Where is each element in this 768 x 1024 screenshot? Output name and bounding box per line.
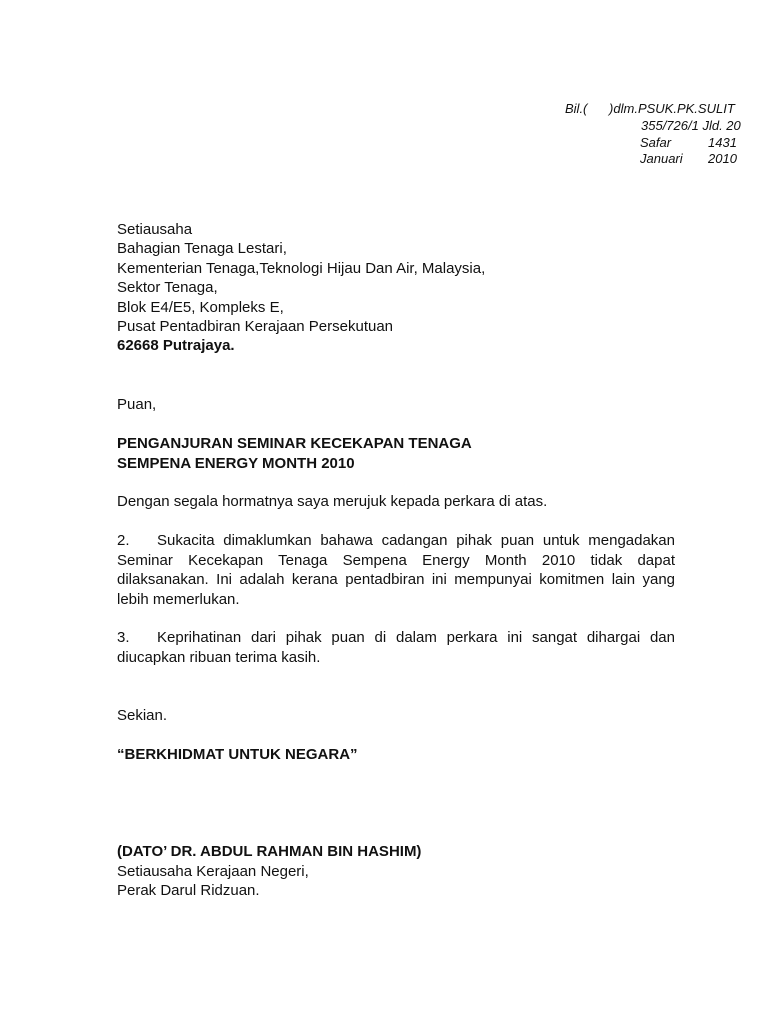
paragraph-text: Sukacita dimaklumkan bahawa cadangan pihak puan untuk mengadakan Seminar Kecekapan Tenaga Sempena Energy Month 2010 tidak dapat dilaksanakan. Ini adalah kerana pentadbiran ini mempunyai komitmen lain yang lebih memerlukan. bbox=[117, 532, 675, 608]
address-line: Kementerian Tenaga,Teknologi Hijau Dan Air, Malaysia, bbox=[117, 259, 486, 277]
hijri-year: 1431 bbox=[708, 135, 737, 150]
address-line: Blok E4/E5, Kompleks E, bbox=[117, 298, 284, 316]
subject-line: SEMPENA ENERGY MONTH 2010 bbox=[117, 454, 355, 472]
subject-line: PENGANJURAN SEMINAR KECEKAPAN TENAGA bbox=[117, 435, 472, 452]
reference-file-number: 355/726/1 Jld. 20 bbox=[641, 118, 741, 133]
recipient-address bbox=[117, 220, 675, 356]
paragraph-text: Keprihatinan dari pihak puan di dalam perkara ini sangat dihargai dan diucapkan ribuan terima kasih. bbox=[117, 629, 675, 666]
hijri-month: Safar bbox=[640, 135, 672, 150]
signatory-state: Perak Darul Ridzuan. bbox=[117, 882, 260, 899]
paragraph-number: 2. bbox=[117, 532, 130, 549]
signatory-title: Setiausaha Kerajaan Negeri, bbox=[117, 862, 309, 880]
paragraph-1: Dengan segala hormatnya saya merujuk kepada perkara di atas. bbox=[117, 493, 548, 510]
postcode-city: 62668 Putrajaya. bbox=[117, 337, 235, 355]
gregorian-month: Januari bbox=[640, 151, 683, 166]
paragraph-number: 3. bbox=[117, 629, 130, 646]
reference-number: Bil.( )dlm.PSUK.PK.SULIT bbox=[565, 101, 735, 116]
signatory-name: (DATO’ DR. ABDUL RAHMAN BIN HASHIM) bbox=[117, 843, 422, 860]
signatory-block bbox=[117, 842, 675, 901]
gregorian-year: 2010 bbox=[708, 151, 737, 166]
salutation: Puan, bbox=[117, 396, 157, 413]
subject bbox=[117, 434, 675, 473]
address-line: Sektor Tenaga, bbox=[117, 279, 218, 297]
address-line: Pusat Pentadbiran Kerajaan Persekutuan bbox=[117, 318, 394, 336]
motto: “BERKHIDMAT UNTUK NEGARA” bbox=[117, 746, 358, 763]
paragraph-3 bbox=[117, 628, 675, 667]
closing: Sekian. bbox=[117, 707, 168, 724]
address-line: Setiausaha bbox=[117, 221, 193, 238]
paragraph-2 bbox=[117, 531, 675, 609]
address-line: Bahagian Tenaga Lestari, bbox=[117, 240, 287, 258]
